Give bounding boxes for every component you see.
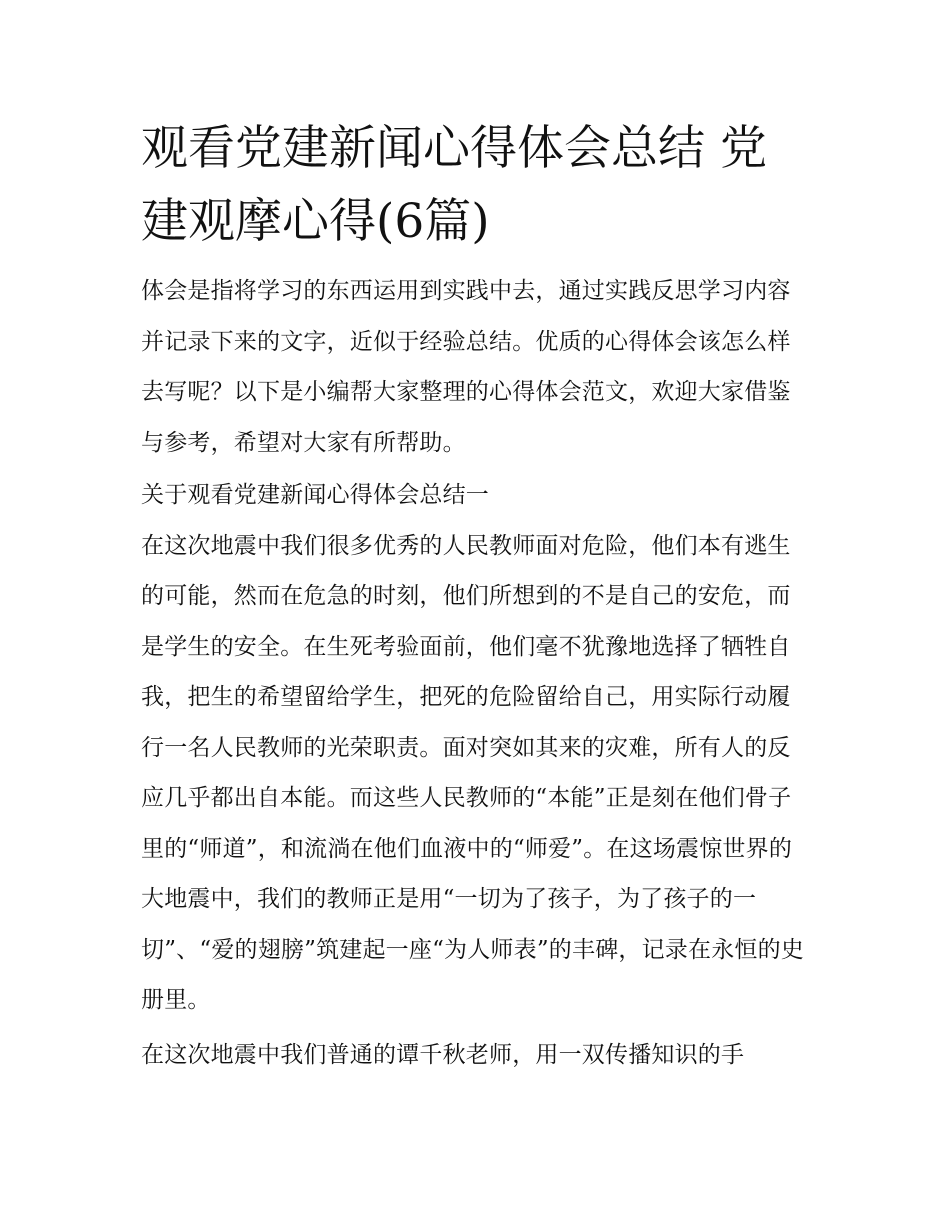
document-title: 观看党建新闻心得体会总结 党建观摩心得(6篇) [141,121,767,249]
body-paragraph-2: 在这次地震中我们普通的谭千秋老师，用一双传播知识的手 [141,1041,745,1068]
section-heading: 关于观看党建新闻心得体会总结一 [141,482,489,508]
intro-paragraph: 体会是指将学习的东西运用到实践中去，通过实践反思学习内容并记录下来的文字，近似于经验总结。优质的心得体会该怎么样去写呢？以下是小编帮大家整理的心得体会范文，欢迎大家借鉴与参考，希望对大家有所帮助。 [141,278,791,456]
body-paragraph-1: 在这次地震中我们很多优秀的人民教师面对危险，他们本有逃生的可能，然而在危急的时刻，他们所想到的不是自己的安危，而是学生的安全。在生死考验面前，他们毫不犹豫地选择了牺牲自我，把生的希望留给学生，把死的危险留给自己，用实际行动履行一名人民教师的光荣职责。面对突如其来的灾难，所有人的反应几乎都出自本能。而这些人民教师的“本能”正是刻在他们骨子里的“师道”，和流淌在他们血液中的“师爱”。在这场震惊世界的大地震中，我们的教师正是用“一切为了孩子，为了孩子的一切”、“爱的翅膀”筑建起一座“为人师表”的丰碑，记录在永恒的史册里。 [141,532,804,1013]
document-content [141,112,813,1080]
